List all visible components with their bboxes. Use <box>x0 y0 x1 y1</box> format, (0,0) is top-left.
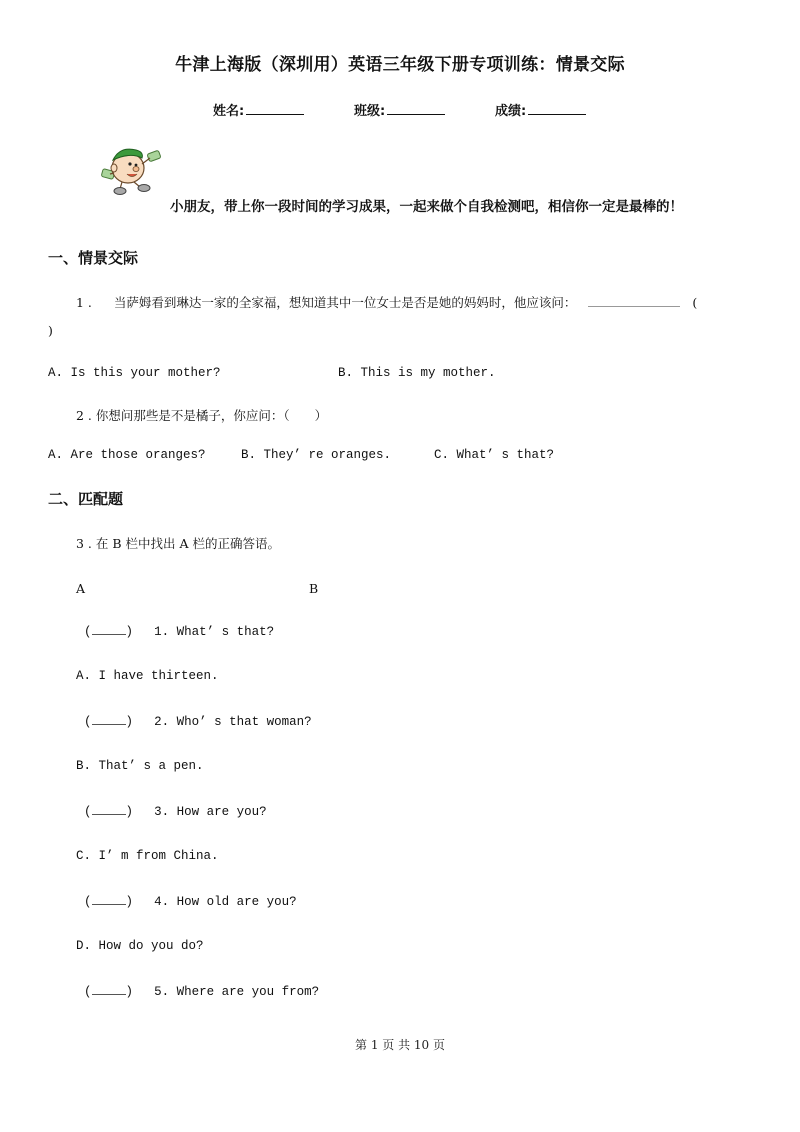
match-answer-d: D. How do you do? <box>76 939 204 953</box>
class-field[interactable] <box>354 100 445 119</box>
question-number: 1 . <box>76 295 92 310</box>
match-question: 3. How are you? <box>154 805 267 819</box>
paren-open: ( <box>84 895 92 909</box>
match-answer-b: B. That’ s a pen. <box>76 759 204 773</box>
option-c[interactable]: C. What’ s that? <box>434 448 555 462</box>
answer-blank[interactable] <box>92 624 126 635</box>
class-blank[interactable] <box>387 102 445 115</box>
match-question: 2. Who’ s that woman? <box>154 715 312 729</box>
match-question: 1. What’ s that? <box>154 625 275 639</box>
match-item-5 <box>84 984 319 999</box>
document-title: 牛津上海版（深圳用）英语三年级下册专项训练：情景交际 <box>175 55 625 75</box>
name-blank[interactable] <box>246 102 304 115</box>
match-item-2 <box>84 714 312 729</box>
match-answer-a: A. I have thirteen. <box>76 669 219 683</box>
match-answer-c: C. I’ m from China. <box>76 849 219 863</box>
match-item-3 <box>84 804 267 819</box>
paren-open: ( <box>84 625 92 639</box>
answer-blank[interactable] <box>92 984 126 995</box>
name-label: 姓名: <box>213 104 245 119</box>
question-number: 2 . <box>76 408 92 423</box>
paren-close: ) <box>125 715 134 729</box>
option-b[interactable]: B. This is my mother. <box>338 366 496 380</box>
question-3 <box>76 534 280 552</box>
paren-close: ) <box>125 625 134 639</box>
match-question: 4. How old are you? <box>154 895 297 909</box>
answer-blank[interactable] <box>92 714 126 725</box>
score-label: 成绩: <box>495 104 527 119</box>
name-field[interactable] <box>213 100 304 119</box>
page-number: 第 1 页 共 10 页 <box>355 1038 445 1052</box>
question-text: 你想问那些是不是橘子，你应问：（ ） <box>95 408 328 423</box>
paren-close: ) <box>125 805 134 819</box>
cartoon-boy-mascot-icon <box>100 140 166 198</box>
question-1 <box>76 293 697 311</box>
column-a-label: A <box>76 581 86 596</box>
paren-open: ( <box>84 715 92 729</box>
match-question: 5. Where are you from? <box>154 985 320 999</box>
question-2 <box>76 406 327 424</box>
answer-blank[interactable] <box>92 804 126 815</box>
paren-close: ) <box>48 323 53 338</box>
answer-blank[interactable] <box>92 894 126 905</box>
section-heading-situational: 一、情景交际 <box>48 249 139 267</box>
column-b-label: B <box>309 581 319 596</box>
score-field[interactable] <box>495 100 586 119</box>
match-item-1 <box>84 624 274 639</box>
score-blank[interactable] <box>528 102 586 115</box>
paren-open: ( <box>84 985 92 999</box>
class-label: 班级: <box>354 104 386 119</box>
paren-close: ) <box>125 985 134 999</box>
match-item-4 <box>84 894 297 909</box>
question-text: 在 B 栏中找出 A 栏的正确答语。 <box>95 536 280 551</box>
option-a[interactable]: A. Is this your mother? <box>48 366 221 380</box>
option-a[interactable]: A. Are those oranges? <box>48 448 206 462</box>
question-text: 当萨姆看到琳达一家的全家福，想知道其中一位女士是否是她的妈妈时，他应该问： <box>113 295 577 310</box>
paren-close: ) <box>125 895 134 909</box>
question-number: 3 . <box>76 536 92 551</box>
paren-open: ( <box>692 295 698 310</box>
option-b[interactable]: B. They’ re oranges. <box>241 448 392 462</box>
paren-open: ( <box>84 805 92 819</box>
answer-blank[interactable] <box>588 296 680 307</box>
encouragement-text: 小朋友，带上你一段时间的学习成果，一起来做个自我检测吧，相信你一定是最棒的！ <box>170 199 683 215</box>
section-heading-matching: 二、匹配题 <box>48 490 124 508</box>
